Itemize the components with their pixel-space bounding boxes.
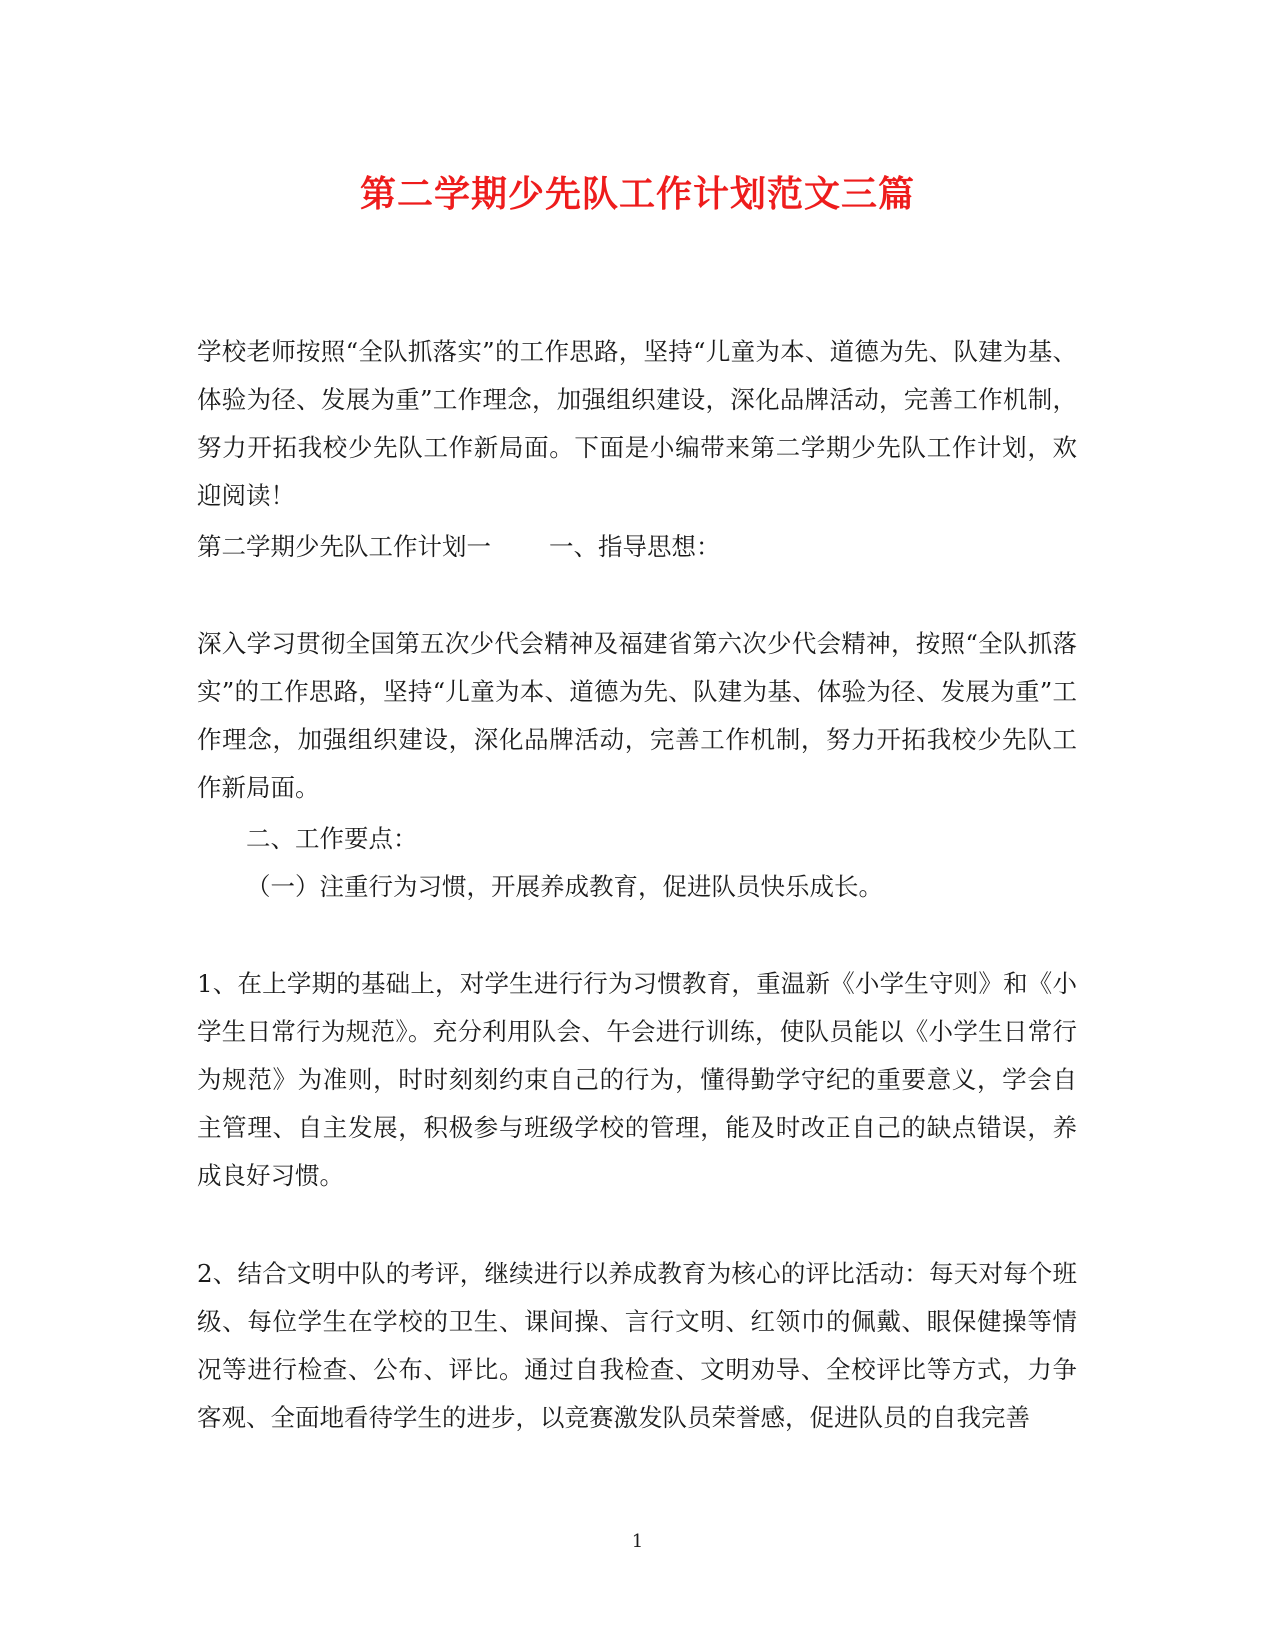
section1-heading: 一、指导思想： (549, 532, 721, 561)
section1-body: 深入学习贯彻全国第五次少代会精神及福建省第六次少代会精神，按照“全队抓落实”的工作思路，坚持“儿童为本、道德为先、队建为基、体验为径、发展为重”工作理念，加强组织建设，深化品牌活动，完善工作机制，努力开拓我校少先队工作新局面。 (197, 629, 1077, 802)
plan-heading-line (197, 523, 1077, 571)
item-1-paragraph: 1、在上学期的基础上，对学生进行行为习惯教育，重温新《小学生守则》和《小学生日常行为规范》。充分利用队会、午会进行训练，使队员能以《小学生日常行为规范》为准则，时时刻刻约束自己的行为，懂得勤学守纪的重要意义，学会自主管理、自主发展，积极参与班级学校的管理，能及时改正自己的缺点错误，养成良好习惯。 (197, 969, 1077, 1190)
section2-heading: 二、工作要点： (246, 824, 418, 853)
subsection1-heading: （一）注重行为习惯，开展养成教育，促进队员快乐成长。 (246, 872, 883, 901)
document-title: 第二学期少先队工作计划范文三篇 (359, 173, 915, 215)
plan-heading: 第二学期少先队工作计划一 (197, 532, 491, 561)
page-number: 1 (631, 1531, 644, 1552)
intro-paragraph: 学校老师按照“全队抓落实”的工作思路，坚持“儿童为本、道德为先、队建为基、体验为径、发展为重”工作理念，加强组织建设，深化品牌活动，完善工作机制，努力开拓我校少先队工作新局面。下面是小编带来第二学期少先队工作计划，欢迎阅读！ (197, 337, 1077, 510)
item-2-paragraph: 2、结合文明中队的考评，继续进行以养成教育为核心的评比活动：每天对每个班级、每位学生在学校的卫生、课间操、言行文明、红领巾的佩戴、眼保健操等情况等进行检查、公布、评比。通过自我检查、文明劝导、全校评比等方式，力争客观、全面地看待学生的进步，以竞赛激发队员荣誉感，促进队员的自我完善 (197, 1259, 1077, 1432)
